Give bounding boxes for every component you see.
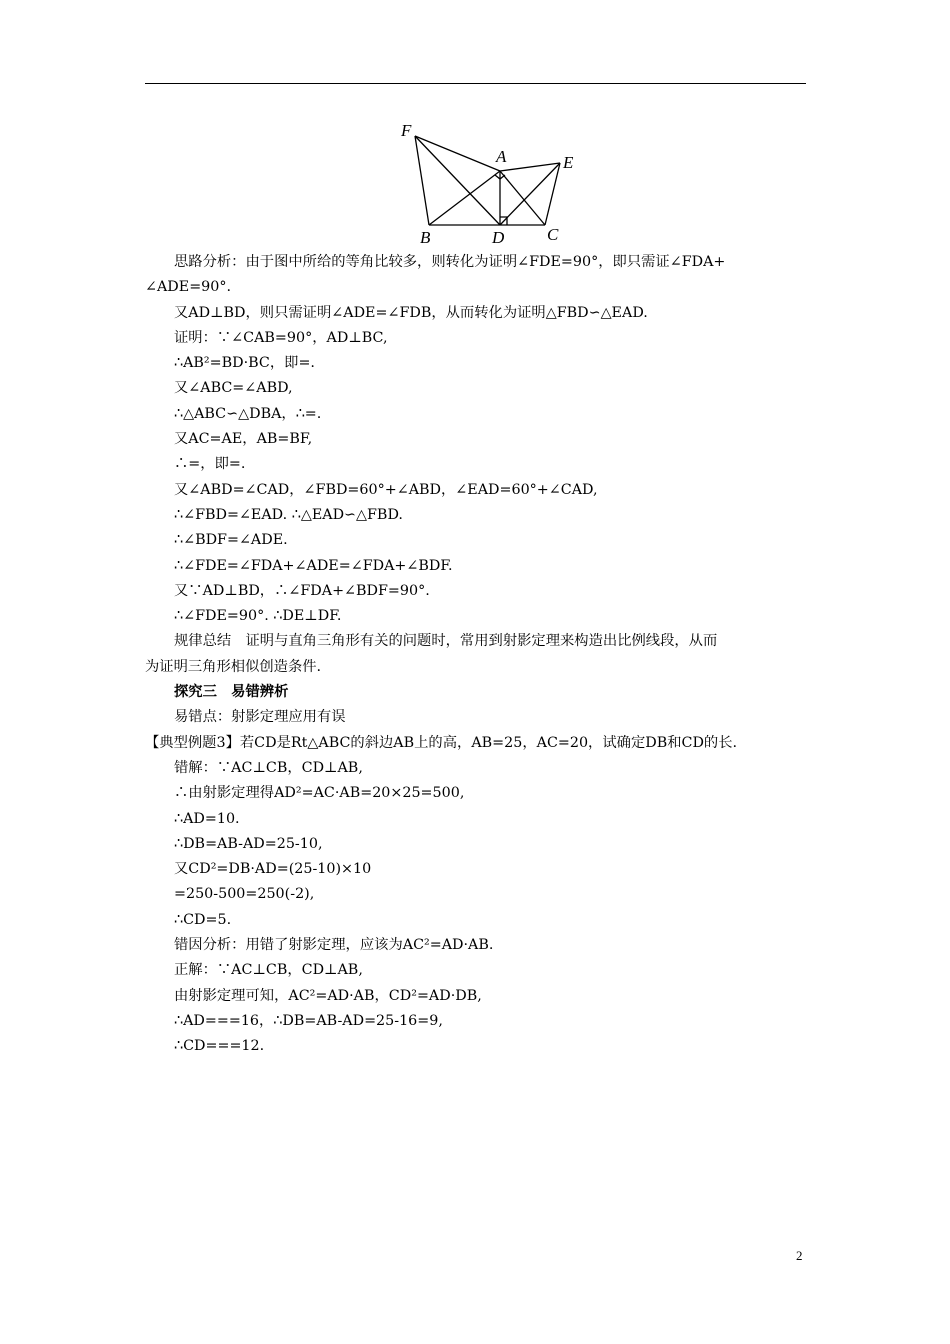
geometry-figure — [395, 118, 595, 246]
text-line: 又AD⊥BD，则只需证明∠ADE=∠FDB，从而转化为证明△FBD∽△EAD. — [174, 304, 648, 321]
text-line: ∴∠BDF=∠ADE. — [174, 532, 288, 549]
text-line: ∴∠FDE=∠FDA+∠ADE=∠FDA+∠BDF. — [174, 557, 453, 574]
text-line: ∴=，即=. — [174, 456, 246, 473]
text-line: 证明：∵∠CAB=90°，AD⊥BC, — [174, 329, 388, 346]
text-line: 又CD²=DB·AD=(25-10)×10 — [174, 861, 372, 878]
text-line: 由射影定理可知，AC²=AD·AB，CD²=AD·DB, — [174, 987, 482, 1004]
header-rule — [145, 83, 806, 84]
label-B: B — [420, 228, 431, 246]
text-line: =250-500=250(-2), — [174, 886, 315, 903]
text-line: ∴CD===12. — [174, 1038, 265, 1055]
label-E: E — [563, 153, 574, 172]
text-line: 为证明三角形相似创造条件. — [145, 658, 322, 675]
page-number: 2 — [796, 1248, 803, 1263]
text-line: ∴AD===16，∴DB=AB-AD=25-16=9, — [174, 1012, 443, 1029]
text-line: ∴DB=AB-AD=25-10, — [174, 835, 323, 852]
text-line: ∴△ABC∽△DBA，∴=. — [174, 405, 322, 422]
text-line: 又∠ABC=∠ABD, — [174, 380, 293, 397]
triangle-diagram — [395, 118, 595, 246]
text-line: 思路分析：由于图中所给的等角比较多，则转化为证明∠FDE=90°，即只需证∠FDA+ — [174, 254, 726, 270]
text-line: ∴CD=5. — [174, 911, 232, 928]
label-C: C — [547, 225, 559, 244]
summary-line: 规律总结 证明与直角三角形有关的问题时，常用到射影定理来构造出比例线段，从而 — [174, 633, 718, 650]
text-line: 错因分析：用错了射影定理，应该为AC²=AD·AB. — [174, 937, 494, 954]
text-line: ∴AB²=BD·BC，即=. — [174, 355, 315, 372]
label-A: A — [496, 147, 507, 166]
text-line: 正解：∵AC⊥CB，CD⊥AB, — [174, 962, 363, 979]
text-line: 易错点：射影定理应用有误 — [174, 709, 346, 726]
text-line: ∴∠FBD=∠EAD. ∴△EAD∽△FBD. — [174, 506, 403, 523]
text-line: 错解：∵AC⊥CB，CD⊥AB, — [174, 759, 363, 776]
text-line: 又∠ABD=∠CAD，∠FBD=60°+∠ABD，∠EAD=60°+∠CAD, — [174, 481, 598, 498]
text-line: ∴由射影定理得AD²=AC·AB=20×25=500, — [174, 785, 465, 802]
body-text — [145, 250, 810, 1060]
section-heading: 探究三 易错辨析 — [174, 684, 289, 701]
example-title: 【典型例题3】若CD是Rt△ABC的斜边AB上的高，AB=25，AC=20，试确定DB和CD的长. — [145, 734, 738, 751]
text-line: ∴AD=10. — [174, 810, 240, 827]
text-line: ∠ADE=90°. — [145, 279, 232, 296]
text-line: ∴∠FDE=90°. ∴DE⊥DF. — [174, 608, 342, 625]
label-D: D — [492, 228, 505, 246]
text-line: 又∵AD⊥BD，∴∠FDA+∠BDF=90°. — [174, 582, 430, 599]
label-F: F — [401, 121, 412, 140]
text-line: 又AC=AE，AB=BF, — [174, 431, 313, 448]
